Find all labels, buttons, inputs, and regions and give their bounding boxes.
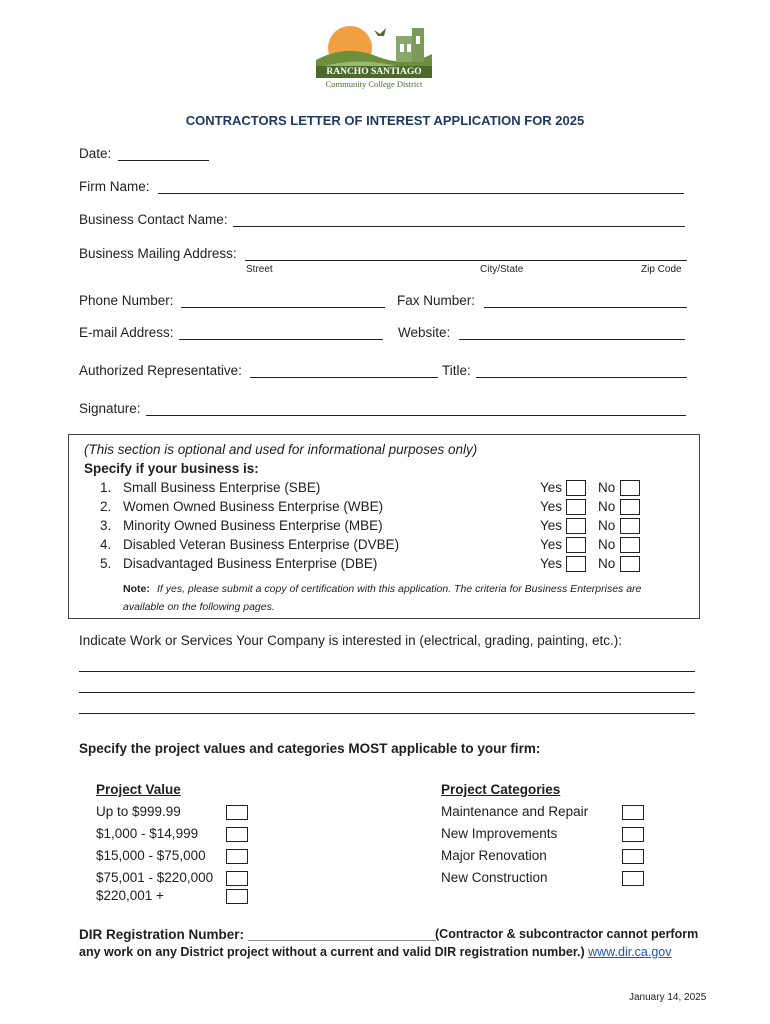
zip-caption: Zip Code xyxy=(641,264,682,275)
note-text-line-2: available on the following pages. xyxy=(123,601,275,613)
dvbe-yes-checkbox[interactable] xyxy=(566,537,586,553)
rep-title-input-line[interactable] xyxy=(476,377,687,378)
note-label: Note: xyxy=(123,583,150,595)
item-label: Small Business Enterprise (SBE) xyxy=(123,480,321,495)
firm-name-input-line[interactable] xyxy=(158,193,684,194)
item-label: Women Owned Business Enterprise (WBE) xyxy=(123,499,384,514)
project-category-item: Major Renovation xyxy=(441,848,547,863)
item-number: 4. xyxy=(100,537,112,552)
logo-subtitle: Community College District xyxy=(325,79,423,89)
category-renovation-checkbox[interactable] xyxy=(622,849,644,864)
project-section-heading: Specify the project values and categories MOST applicable to your firm: xyxy=(79,741,541,756)
dir-note-line-2 xyxy=(79,945,672,959)
mbe-yes-checkbox[interactable] xyxy=(566,518,586,534)
dvbe-no-checkbox[interactable] xyxy=(620,537,640,553)
dbe-yes-checkbox[interactable] xyxy=(566,556,586,572)
item-label: Disadvantaged Business Enterprise (DBE) xyxy=(123,556,378,571)
page-title: CONTRACTORS LETTER OF INTEREST APPLICATION FOR 2025 xyxy=(185,113,585,128)
fax-label: Fax Number: xyxy=(397,293,476,308)
yes-label: Yes xyxy=(540,518,563,533)
no-label: No xyxy=(598,499,616,514)
project-categories-header: Project Categories xyxy=(441,782,561,797)
value-15000-75000-checkbox[interactable] xyxy=(226,849,248,864)
signature-label: Signature: xyxy=(79,401,141,416)
yes-label: Yes xyxy=(540,480,563,495)
rep-title-label: Title: xyxy=(442,363,471,378)
project-category-item: New Construction xyxy=(441,870,548,885)
wbe-no-checkbox[interactable] xyxy=(620,499,640,515)
value-1000-14999-checkbox[interactable] xyxy=(226,827,248,842)
email-input-line[interactable] xyxy=(179,339,383,340)
dir-registration-blank[interactable]: _________________________ xyxy=(248,927,436,942)
authorized-rep-input-line[interactable] xyxy=(250,377,438,378)
mailing-address-input-line[interactable] xyxy=(245,260,687,261)
dir-registration-label: DIR Registration Number: xyxy=(79,927,245,942)
item-label: Disabled Veteran Business Enterprise (DVBE) xyxy=(123,537,400,552)
mailing-address-label: Business Mailing Address: xyxy=(79,246,237,261)
value-up-to-999-checkbox[interactable] xyxy=(226,805,248,820)
work-services-line-2[interactable] xyxy=(79,692,695,693)
logo-banner: RANCHO SANTIAGO xyxy=(316,66,432,78)
yes-label: Yes xyxy=(540,537,563,552)
work-services-label: Indicate Work or Services Your Company is interested in (electrical, grading, painting, etc.): xyxy=(79,633,623,648)
project-value-header: Project Value xyxy=(96,782,181,797)
no-label: No xyxy=(598,518,616,533)
note-text-line-1: If yes, please submit a copy of certification with this application. The criteria for Business Enterprises are xyxy=(157,583,642,595)
sbe-no-checkbox[interactable] xyxy=(620,480,640,496)
value-220001-plus-checkbox[interactable] xyxy=(226,889,248,904)
yes-label: Yes xyxy=(540,499,563,514)
item-number: 2. xyxy=(100,499,112,514)
project-category-item: Maintenance and Repair xyxy=(441,804,589,819)
yes-label: Yes xyxy=(540,556,563,571)
phone-input-line[interactable] xyxy=(181,307,385,308)
dbe-no-checkbox[interactable] xyxy=(620,556,640,572)
item-number: 3. xyxy=(100,518,112,533)
project-value-item: $220,001 + xyxy=(96,888,164,903)
item-label: Minority Owned Business Enterprise (MBE) xyxy=(123,518,383,533)
project-value-item: Up to $999.99 xyxy=(96,804,181,819)
authorized-rep-label: Authorized Representative: xyxy=(79,363,242,378)
category-maintenance-checkbox[interactable] xyxy=(622,805,644,820)
date-input-line[interactable] xyxy=(118,160,209,161)
item-number: 1. xyxy=(100,480,112,495)
signature-input-line[interactable] xyxy=(146,415,686,416)
project-value-item: $75,001 - $220,000 xyxy=(96,870,214,885)
optional-section-note: (This section is optional and used for informational purposes only) xyxy=(84,442,478,457)
mbe-no-checkbox[interactable] xyxy=(620,518,640,534)
optional-section-heading: Specify if your business is: xyxy=(84,461,259,476)
email-label: E-mail Address: xyxy=(79,325,174,340)
no-label: No xyxy=(598,556,616,571)
category-construction-checkbox[interactable] xyxy=(622,871,644,886)
wbe-yes-checkbox[interactable] xyxy=(566,499,586,515)
business-contact-input-line[interactable] xyxy=(233,226,685,227)
phone-label: Phone Number: xyxy=(79,293,174,308)
dir-note-line-1: (Contractor & subcontractor cannot perform xyxy=(435,927,699,941)
value-75001-220000-checkbox[interactable] xyxy=(226,871,248,886)
website-input-line[interactable] xyxy=(459,339,685,340)
dir-note-text: any work on any District project without a current and valid DIR registration number.) xyxy=(79,945,585,959)
work-services-line-1[interactable] xyxy=(79,671,695,672)
project-value-item: $1,000 - $14,999 xyxy=(96,826,199,841)
item-number: 5. xyxy=(100,556,112,571)
project-category-item: New Improvements xyxy=(441,826,558,841)
no-label: No xyxy=(598,480,616,495)
street-caption: Street xyxy=(246,264,273,275)
work-services-line-3[interactable] xyxy=(79,713,695,714)
district-logo xyxy=(316,22,432,92)
date-label: Date: xyxy=(79,146,112,161)
category-improvements-checkbox[interactable] xyxy=(622,827,644,842)
dir-website-link[interactable]: www.dir.ca.gov xyxy=(588,945,672,959)
project-value-item: $15,000 - $75,000 xyxy=(96,848,206,863)
firm-name-label: Firm Name: xyxy=(79,179,150,194)
footer-date: January 14, 2025 xyxy=(629,992,707,1003)
sbe-yes-checkbox[interactable] xyxy=(566,480,586,496)
fax-input-line[interactable] xyxy=(484,307,687,308)
website-label: Website: xyxy=(398,325,451,340)
city-state-caption: City/State xyxy=(480,264,524,275)
no-label: No xyxy=(598,537,616,552)
business-contact-label: Business Contact Name: xyxy=(79,212,228,227)
